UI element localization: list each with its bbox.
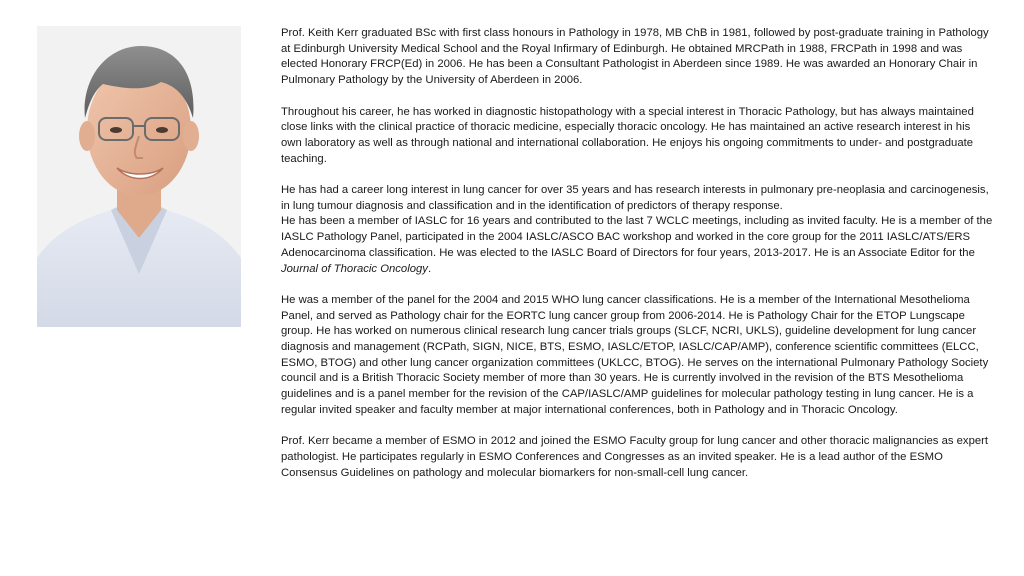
biography-text xyxy=(281,26,993,497)
bio-paragraph-esmo: Prof. Kerr became a member of ESMO in 2012 and joined the ESMO Faculty group for lung cancer and other thoracic malignancies as expert pathologist. He participates regularly in ESMO Conferences and Congresses as an invited speaker. He is a lead author of the ESMO Consensus Guidelines on pathology and molecular biomarkers for non-small-cell lung cancer. xyxy=(281,435,989,479)
bio-paragraph-education: Prof. Keith Kerr graduated BSc with first class honours in Pathology in 1978, MB ChB in 1981, followed by post-graduate training in Pathology at Edinburgh University Medical School and the Royal Infirmary of Edinburgh. He obtained MRCPath in 1988, FRCPath in 1998 and was elected Honorary FRCP(Ed) in 2006. He has been a Consultant Pathologist in Aberdeen since 1989. He was awarded an Honorary Chair in Pulmonary Pathology by the University of Aberdeen in 2006. xyxy=(281,27,989,87)
bio-paragraph-iaslc xyxy=(281,214,993,277)
person-photo-icon xyxy=(37,26,241,327)
bio-paragraph-research: He has had a career long interest in lung cancer for over 35 years and has research interests in pulmonary pre-neoplasia and carcinogenesis, in lung tumour diagnosis and classification and in the identification of predictors of therapy response. xyxy=(281,184,989,212)
bio-paragraph-committees: He was a member of the panel for the 2004 and 2015 WHO lung cancer classifications. He is a member of the International Mesothelioma Panel, and served as Pathology chair for the EORTC lung cancer group from 2006-2014. He is Pathology Chair for the ETOP Lungscape group. He has worked on numerous clinical research lung cancer trials groups (SLCF, NCRI, UKLS), guideline development for lung cancer diagnosis and management (RCPath, SIGN, NICE, BTS, ESMO, IASLC/ETOP, IASLC/CAP/AMP), conference scientific committees (ELCC, ESMO, BTOG) and other lung cancer organization committees (UKLCC, BTOG). He serves on the international Pulmonary Pathology Society council and is a British Thoracic Society member of more than 30 years. He is currently involved in the revision of the BTS Mesothelioma guidelines and is a panel member for the revision of the CAP/IASLC/AMP guidelines for molecular pathology testing in lung cancer. He is a regular invited speaker and faculty member at major international conferences, both in Pathology and in Thoracic Oncology. xyxy=(281,293,989,416)
bio-paragraph-career: Throughout his career, he has worked in diagnostic histopathology with a special interest in Thoracic Pathology, but has always maintained close links with the clinical practice of thoracic medicine, especially thoracic oncology. He has maintained an active research interest in his own laboratory as well as through national and international collaboration. He enjoys his ongoing commitments to under- and postgraduate teaching. xyxy=(281,105,974,165)
bio-iaslc-text: He has been a member of IASLC for 16 years and contributed to the last 7 WCLC meetings, including as invited faculty. He is a member of the IASLC Pathology Panel, participated in the 2004 IASLC/ASCO BAC workshop and worked in the core group for the 2011 IASLC/ATS/ERS Adenocarcinoma classification. He was elected to the IASLC Board of Directors for four years, 2013-2017. He is an Associate Editor for the xyxy=(281,215,993,259)
journal-title: Journal of Thoracic Oncology xyxy=(281,262,428,275)
bio-iaslc-end: . xyxy=(427,262,432,275)
portrait-photo xyxy=(37,26,241,327)
